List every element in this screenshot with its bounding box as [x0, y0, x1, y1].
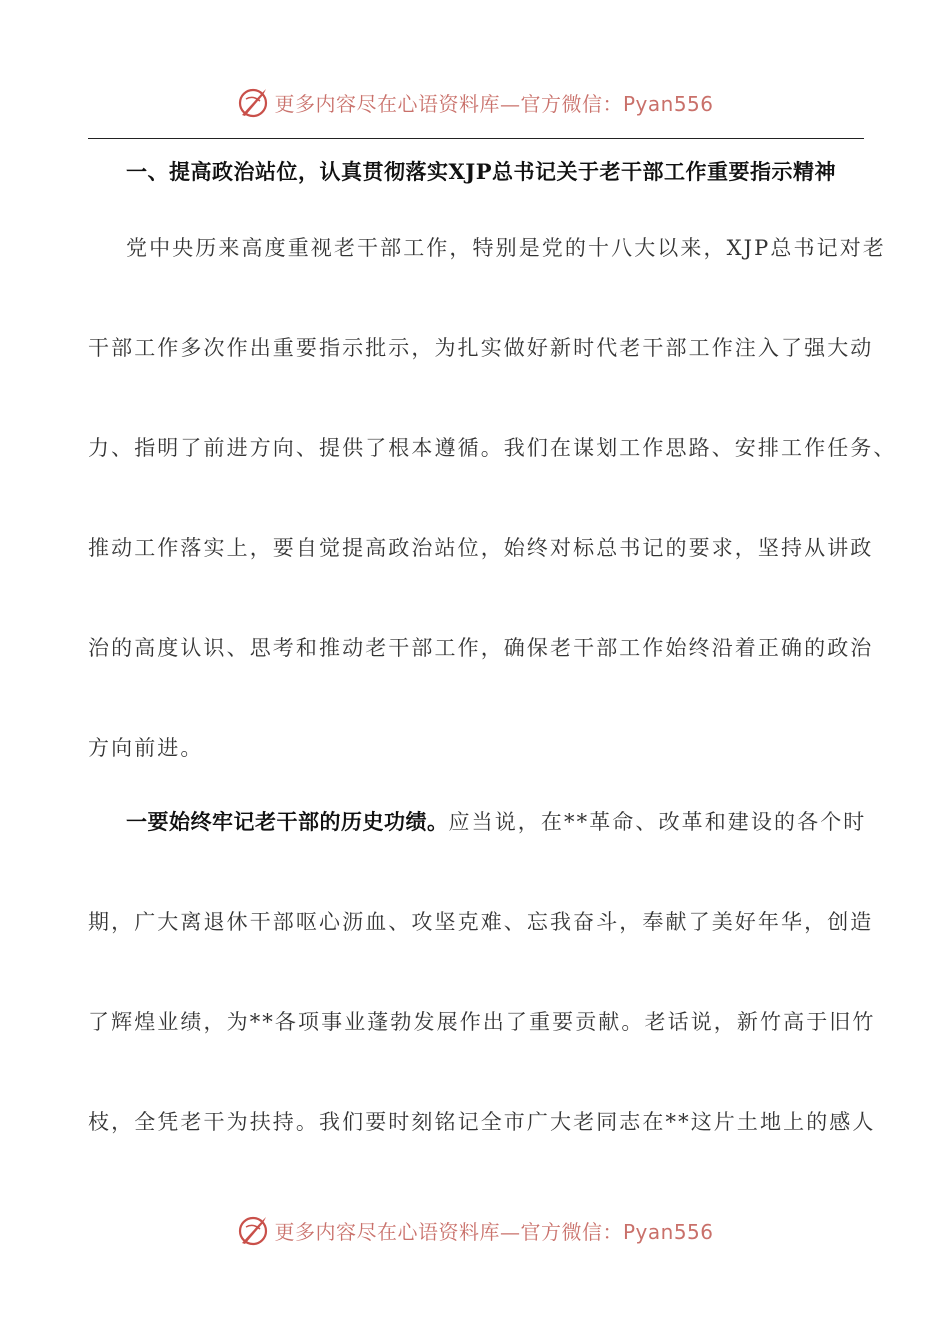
paragraph-line: 党中央历来高度重视老干部工作，特别是党的十八大以来，XJP总书记对老 [126, 236, 886, 260]
banner-wechat-id: Pyan556 [622, 91, 714, 116]
pen-logo-icon [236, 85, 270, 119]
banner-wechat-id: Pyan556 [622, 1219, 714, 1244]
banner-text [274, 88, 713, 117]
paragraph-line: 治的高度认识、思考和推动老干部工作，确保老干部工作始终沿着正确的政治 [88, 636, 874, 660]
banner-main-text: 更多内容尽在心语资料库—官方微信： [274, 1219, 623, 1244]
paragraph-line: 枝，全凭老干为扶持。我们要时刻铭记全市广大老同志在**这片土地上的感人 [88, 1110, 876, 1134]
paragraph-line: 推动工作落实上，要自觉提高政治站位，始终对标总书记的要求，坚持从讲政 [88, 536, 874, 560]
footer-banner [0, 1210, 950, 1250]
header-banner [0, 82, 950, 122]
paragraph-line-rest: 应当说，在**革命、改革和建设的各个时 [448, 810, 867, 834]
paragraph-line: 期，广大离退休干部呕心沥血、攻坚克难、忘我奋斗，奉献了美好年华，创造 [88, 910, 874, 934]
paragraph-lead-bold: 一要始终牢记老干部的历史功绩。 [126, 809, 449, 834]
banner-main-text: 更多内容尽在心语资料库—官方微信： [274, 91, 623, 116]
paragraph-line: 方向前进。 [88, 736, 204, 760]
paragraph-line: 了辉煌业绩，为**各项事业蓬勃发展作出了重要贡献。老话说，新竹高于旧竹 [88, 1010, 876, 1034]
header-divider [88, 138, 864, 139]
paragraph-line: 力、指明了前进方向、提供了根本遵循。我们在谋划工作思路、安排工作任务、 [88, 436, 897, 460]
banner-text [274, 1216, 713, 1245]
pen-logo-icon [236, 1213, 270, 1247]
section-heading: 一、提高政治站位，认真贯彻落实XJP总书记关于老干部工作重要指示精神 [126, 159, 837, 184]
paragraph-line [126, 806, 868, 836]
paragraph-line: 干部工作多次作出重要指示批示，为扎实做好新时代老干部工作注入了强大动 [88, 336, 874, 360]
